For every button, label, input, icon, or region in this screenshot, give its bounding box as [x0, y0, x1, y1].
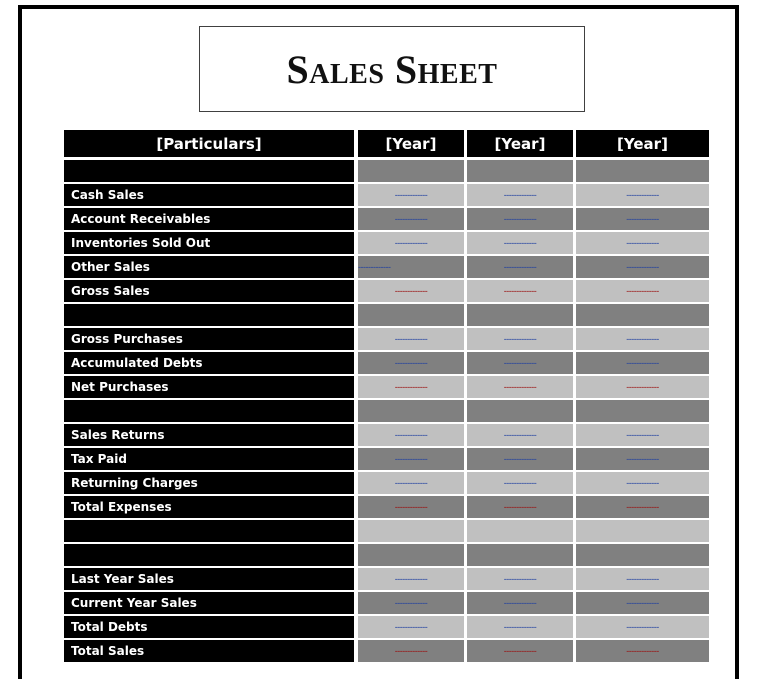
value-cell-year-3[interactable] [576, 424, 709, 446]
value-cell-year-3[interactable] [576, 472, 709, 494]
placeholder-dashes: ------------- [626, 621, 659, 632]
placeholder-dashes: ------------- [394, 381, 428, 392]
row-label: Accumulated Debts [64, 352, 354, 374]
value-cell-year-2[interactable] [467, 256, 573, 278]
value-cell-year-1[interactable] [358, 520, 464, 542]
page-title: Sales Sheet [286, 46, 498, 92]
value-cell-year-1[interactable] [358, 400, 464, 422]
placeholder-dashes: ------------- [626, 261, 659, 272]
row-label: Account Receivables [64, 208, 354, 230]
row-label: Gross Purchases [64, 328, 354, 350]
placeholder-dashes: ------------- [503, 237, 537, 248]
row-label [64, 400, 354, 422]
placeholder-dashes: ------------- [394, 477, 428, 488]
value-cell-year-3[interactable] [576, 544, 709, 566]
row-label: Cash Sales [64, 184, 354, 206]
value-cell-year-1[interactable] [358, 592, 464, 614]
value-cell-year-3[interactable] [576, 304, 709, 326]
placeholder-dashes: ------------- [503, 453, 537, 464]
row-label [64, 520, 354, 542]
value-cell-year-3[interactable] [576, 496, 709, 518]
value-cell-year-3[interactable] [576, 376, 709, 398]
row-label: Returning Charges [64, 472, 354, 494]
placeholder-dashes: ------------- [626, 429, 659, 440]
row-label: Net Purchases [64, 376, 354, 398]
value-cell-year-1[interactable] [358, 472, 464, 494]
placeholder-dashes: ------------- [626, 573, 659, 584]
placeholder-dashes: ------------- [503, 285, 537, 296]
row-label: Tax Paid [64, 448, 354, 470]
placeholder-dashes: ------------- [358, 261, 391, 272]
placeholder-dashes: ------------- [626, 597, 659, 608]
row-label: Last Year Sales [64, 568, 354, 590]
value-cell-year-2[interactable] [467, 616, 573, 638]
row-label: Total Debts [64, 616, 354, 638]
placeholder-dashes: ------------- [503, 501, 537, 512]
value-cell-year-1[interactable] [358, 184, 464, 206]
value-cell-year-2[interactable] [467, 568, 573, 590]
placeholder-dashes: ------------- [626, 645, 659, 656]
value-cell-year-3[interactable] [576, 184, 709, 206]
value-cell-year-1[interactable] [358, 640, 464, 662]
value-cell-year-2[interactable] [467, 640, 573, 662]
title-box [199, 26, 585, 112]
placeholder-dashes: ------------- [626, 333, 659, 344]
placeholder-dashes: ------------- [626, 501, 659, 512]
placeholder-dashes: ------------- [503, 381, 537, 392]
placeholder-dashes: ------------- [394, 621, 428, 632]
value-cell-year-2[interactable] [467, 400, 573, 422]
value-cell-year-2[interactable] [467, 592, 573, 614]
placeholder-dashes: ------------- [394, 237, 428, 248]
placeholder-dashes: ------------- [503, 261, 537, 272]
value-cell-year-1[interactable] [358, 544, 464, 566]
header-year-3: [Year] [576, 130, 709, 157]
value-cell-year-2[interactable] [467, 280, 573, 302]
value-cell-year-1[interactable] [358, 448, 464, 470]
placeholder-dashes: ------------- [503, 477, 537, 488]
value-cell-year-3[interactable] [576, 256, 709, 278]
placeholder-dashes: ------------- [626, 237, 659, 248]
value-cell-year-1[interactable] [358, 328, 464, 350]
value-cell-year-1[interactable] [358, 616, 464, 638]
placeholder-dashes: ------------- [503, 333, 537, 344]
placeholder-dashes: ------------- [626, 381, 659, 392]
placeholder-dashes: ------------- [626, 189, 659, 200]
value-cell-year-3[interactable] [576, 328, 709, 350]
value-cell-year-3[interactable] [576, 160, 709, 182]
value-cell-year-2[interactable] [467, 448, 573, 470]
row-label: Total Sales [64, 640, 354, 662]
row-label [64, 304, 354, 326]
placeholder-dashes: ------------- [394, 213, 428, 224]
value-cell-year-2[interactable] [467, 160, 573, 182]
value-cell-year-1[interactable] [358, 232, 464, 254]
row-label: Current Year Sales [64, 592, 354, 614]
row-label: Total Expenses [64, 496, 354, 518]
placeholder-dashes: ------------- [626, 357, 659, 368]
value-cell-year-1[interactable] [358, 208, 464, 230]
value-cell-year-2[interactable] [467, 424, 573, 446]
value-cell-year-1[interactable] [358, 304, 464, 326]
value-cell-year-1[interactable] [358, 280, 464, 302]
placeholder-dashes: ------------- [394, 357, 428, 368]
value-cell-year-2[interactable] [467, 232, 573, 254]
value-cell-year-2[interactable] [467, 496, 573, 518]
header-year-2: [Year] [467, 130, 573, 157]
value-cell-year-2[interactable] [467, 328, 573, 350]
value-cell-year-3[interactable] [576, 448, 709, 470]
value-cell-year-3[interactable] [576, 640, 709, 662]
row-label: Inventories Sold Out [64, 232, 354, 254]
value-cell-year-1[interactable] [358, 256, 464, 278]
value-cell-year-1[interactable] [358, 496, 464, 518]
placeholder-dashes: ------------- [394, 333, 428, 344]
placeholder-dashes: ------------- [503, 597, 537, 608]
placeholder-dashes: ------------- [394, 189, 428, 200]
placeholder-dashes: ------------- [503, 621, 537, 632]
value-cell-year-2[interactable] [467, 376, 573, 398]
value-cell-year-1[interactable] [358, 424, 464, 446]
value-cell-year-2[interactable] [467, 304, 573, 326]
value-cell-year-3[interactable] [576, 232, 709, 254]
placeholder-dashes: ------------- [503, 645, 537, 656]
row-label [64, 544, 354, 566]
value-cell-year-3[interactable] [576, 520, 709, 542]
placeholder-dashes: ------------- [394, 453, 428, 464]
value-cell-year-2[interactable] [467, 520, 573, 542]
row-label: Sales Returns [64, 424, 354, 446]
header-particulars: [Particulars] [64, 130, 354, 157]
row-label: Gross Sales [64, 280, 354, 302]
placeholder-dashes: ------------- [394, 429, 428, 440]
header-year-1: [Year] [358, 130, 464, 157]
value-cell-year-3[interactable] [576, 208, 709, 230]
value-cell-year-2[interactable] [467, 544, 573, 566]
row-label [64, 160, 354, 182]
placeholder-dashes: ------------- [626, 285, 659, 296]
placeholder-dashes: ------------- [394, 597, 428, 608]
value-cell-year-2[interactable] [467, 352, 573, 374]
value-cell-year-2[interactable] [467, 472, 573, 494]
placeholder-dashes: ------------- [394, 573, 428, 584]
value-cell-year-1[interactable] [358, 352, 464, 374]
row-label: Other Sales [64, 256, 354, 278]
placeholder-dashes: ------------- [503, 357, 537, 368]
placeholder-dashes: ------------- [394, 285, 428, 296]
value-cell-year-3[interactable] [576, 280, 709, 302]
value-cell-year-3[interactable] [576, 592, 709, 614]
placeholder-dashes: ------------- [503, 429, 537, 440]
value-cell-year-3[interactable] [576, 400, 709, 422]
value-cell-year-2[interactable] [467, 208, 573, 230]
value-cell-year-3[interactable] [576, 568, 709, 590]
placeholder-dashes: ------------- [626, 213, 659, 224]
value-cell-year-3[interactable] [576, 616, 709, 638]
value-cell-year-3[interactable] [576, 352, 709, 374]
placeholder-dashes: ------------- [394, 645, 428, 656]
value-cell-year-2[interactable] [467, 184, 573, 206]
placeholder-dashes: ------------- [626, 477, 659, 488]
placeholder-dashes: ------------- [503, 189, 537, 200]
placeholder-dashes: ------------- [503, 213, 537, 224]
placeholder-dashes: ------------- [626, 453, 659, 464]
value-cell-year-1[interactable] [358, 376, 464, 398]
placeholder-dashes: ------------- [503, 573, 537, 584]
placeholder-dashes: ------------- [394, 501, 428, 512]
value-cell-year-1[interactable] [358, 568, 464, 590]
value-cell-year-1[interactable] [358, 160, 464, 182]
